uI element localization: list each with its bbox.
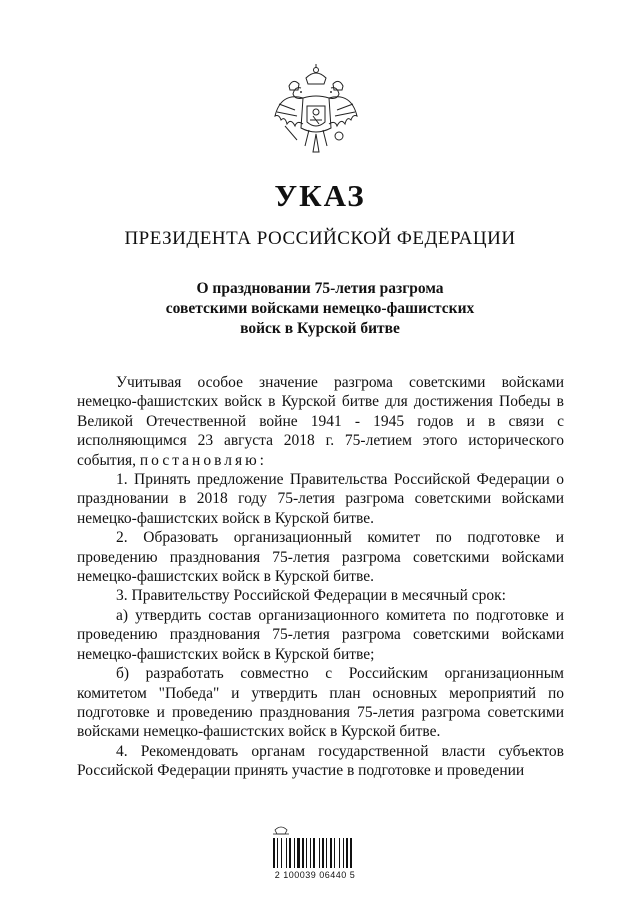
barcode-icon [255, 822, 375, 870]
preamble-paragraph [77, 373, 564, 470]
heading-line: войск в Курской битве [240, 320, 400, 337]
item-paragraph: 3. Правительству Российской Федерации в месячный срок: [116, 587, 506, 605]
document-body [77, 373, 564, 781]
heading-line: О праздновании 75-летия разгрома [196, 280, 444, 297]
item-paragraph: 2. Образовать организационный комитет по подготовке и проведению празднования 75-летия разгрома советскими войсками немецко-фашистских войск в Курской битве. [77, 529, 564, 586]
document-subtitle: ПРЕЗИДЕНТА РОССИЙСКОЙ ФЕДЕРАЦИИ [124, 228, 516, 249]
subitem-paragraph: б) разработать совместно с Российским организационным комитетом "Победа" и утвердить план основных мероприятий по подготовке и проведению празднования 75-летия разгрома советскими войсками немецко-фашистских войск в Курской битве. [77, 665, 564, 741]
subitem-paragraph: а) утвердить состав организационного комитета по подготовке и проведению празднования 75-летия разгрома советскими войсками немецко-фашистских войск в Курской битве; [77, 606, 564, 663]
coat-of-arms-icon [271, 64, 361, 162]
barcode-number: 2 100039 06440 5 [274, 870, 356, 880]
preamble-text: Учитывая особое значение разгрома советскими войсками немецко-фашистских войск в Курской битве для достижения Победы в Великой Отечественной войне 1941 - 1945 годов и в связи с исполняющимся 23 августа 2018 г. 75-летием этого исторического события, [77, 374, 564, 469]
heading-line: советскими войсками немецко-фашистских [165, 300, 475, 317]
barcode [255, 822, 375, 882]
document-title: УКАЗ [274, 178, 366, 213]
item-paragraph: 4. Рекомендовать органам государственной власти субъектов Российской Федерации принять участие в подготовке и проведении [77, 742, 564, 780]
decree-word: постановляю: [139, 451, 267, 469]
document-heading [0, 279, 640, 339]
item-paragraph: 1. Принять предложение Правительства Российской Федерации о праздновании в 2018 году 75-летия разгрома советскими войсками немецко-фашистских войск в Курской битве. [77, 471, 564, 527]
